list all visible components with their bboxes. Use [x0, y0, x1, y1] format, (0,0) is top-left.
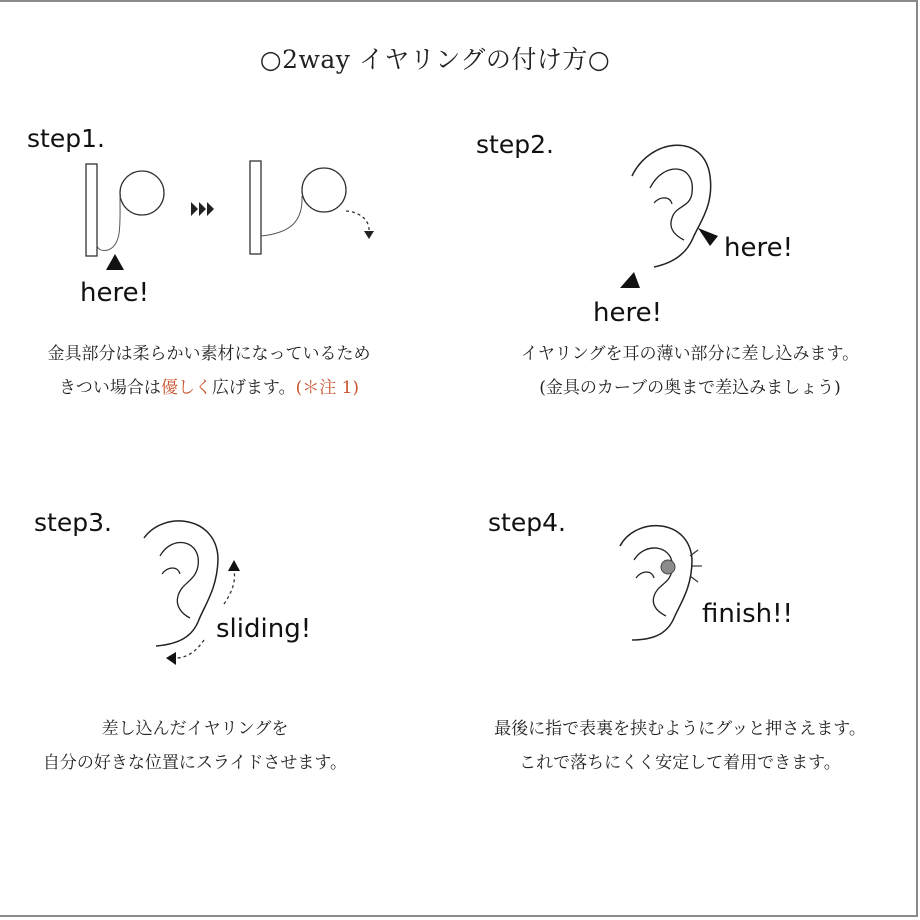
step3-caption	[0, 712, 390, 780]
step1-caption-note: (＊注 1)	[295, 378, 360, 398]
step4-earring-ball	[661, 560, 675, 574]
step4-caption-line1: 最後に指で表裏を挟むようにグッと押さえます。	[494, 719, 866, 739]
step2-caption-line1: イヤリングを耳の薄い部分に差し込みます。	[520, 344, 860, 364]
step1-caption-before: きつい場合は	[58, 378, 161, 398]
step1-label: step1.	[27, 124, 105, 153]
step3-callout-sliding: sliding!	[216, 614, 312, 644]
step1-caption-accent: 優しく	[160, 378, 212, 398]
step4-caption	[440, 712, 920, 780]
step2-label: step2.	[476, 130, 554, 159]
step2-callout-here-upper: here!	[724, 233, 794, 263]
step1-caption-after: 広げます。	[211, 378, 296, 398]
step4-ear-fold	[636, 572, 654, 578]
step3-label: step3.	[34, 508, 112, 537]
page-title: ○2way イヤリングの付け方○	[259, 45, 611, 74]
step3-caption-line2: 自分の好きな位置にスライドさせます。	[42, 753, 348, 773]
step2-callout-here-lower: here!	[593, 298, 663, 328]
step4-label: step4.	[488, 508, 566, 537]
step2-caption-line2: (金具のカーブの奥まで差込みましょう)	[539, 378, 841, 398]
step1-caption-line1: 金具部分は柔らかい素材になっているため	[47, 344, 371, 364]
step1-callout-here: here!	[80, 278, 150, 308]
step4-caption-line2: これで落ちにくく安定して着用できます。	[519, 753, 841, 773]
step4-callout-finish: finish!!	[702, 599, 793, 629]
step4-ear-inner	[634, 548, 672, 616]
step3-caption-line1: 差し込んだイヤリングを	[101, 719, 289, 739]
step4-ear-outer	[620, 526, 692, 640]
